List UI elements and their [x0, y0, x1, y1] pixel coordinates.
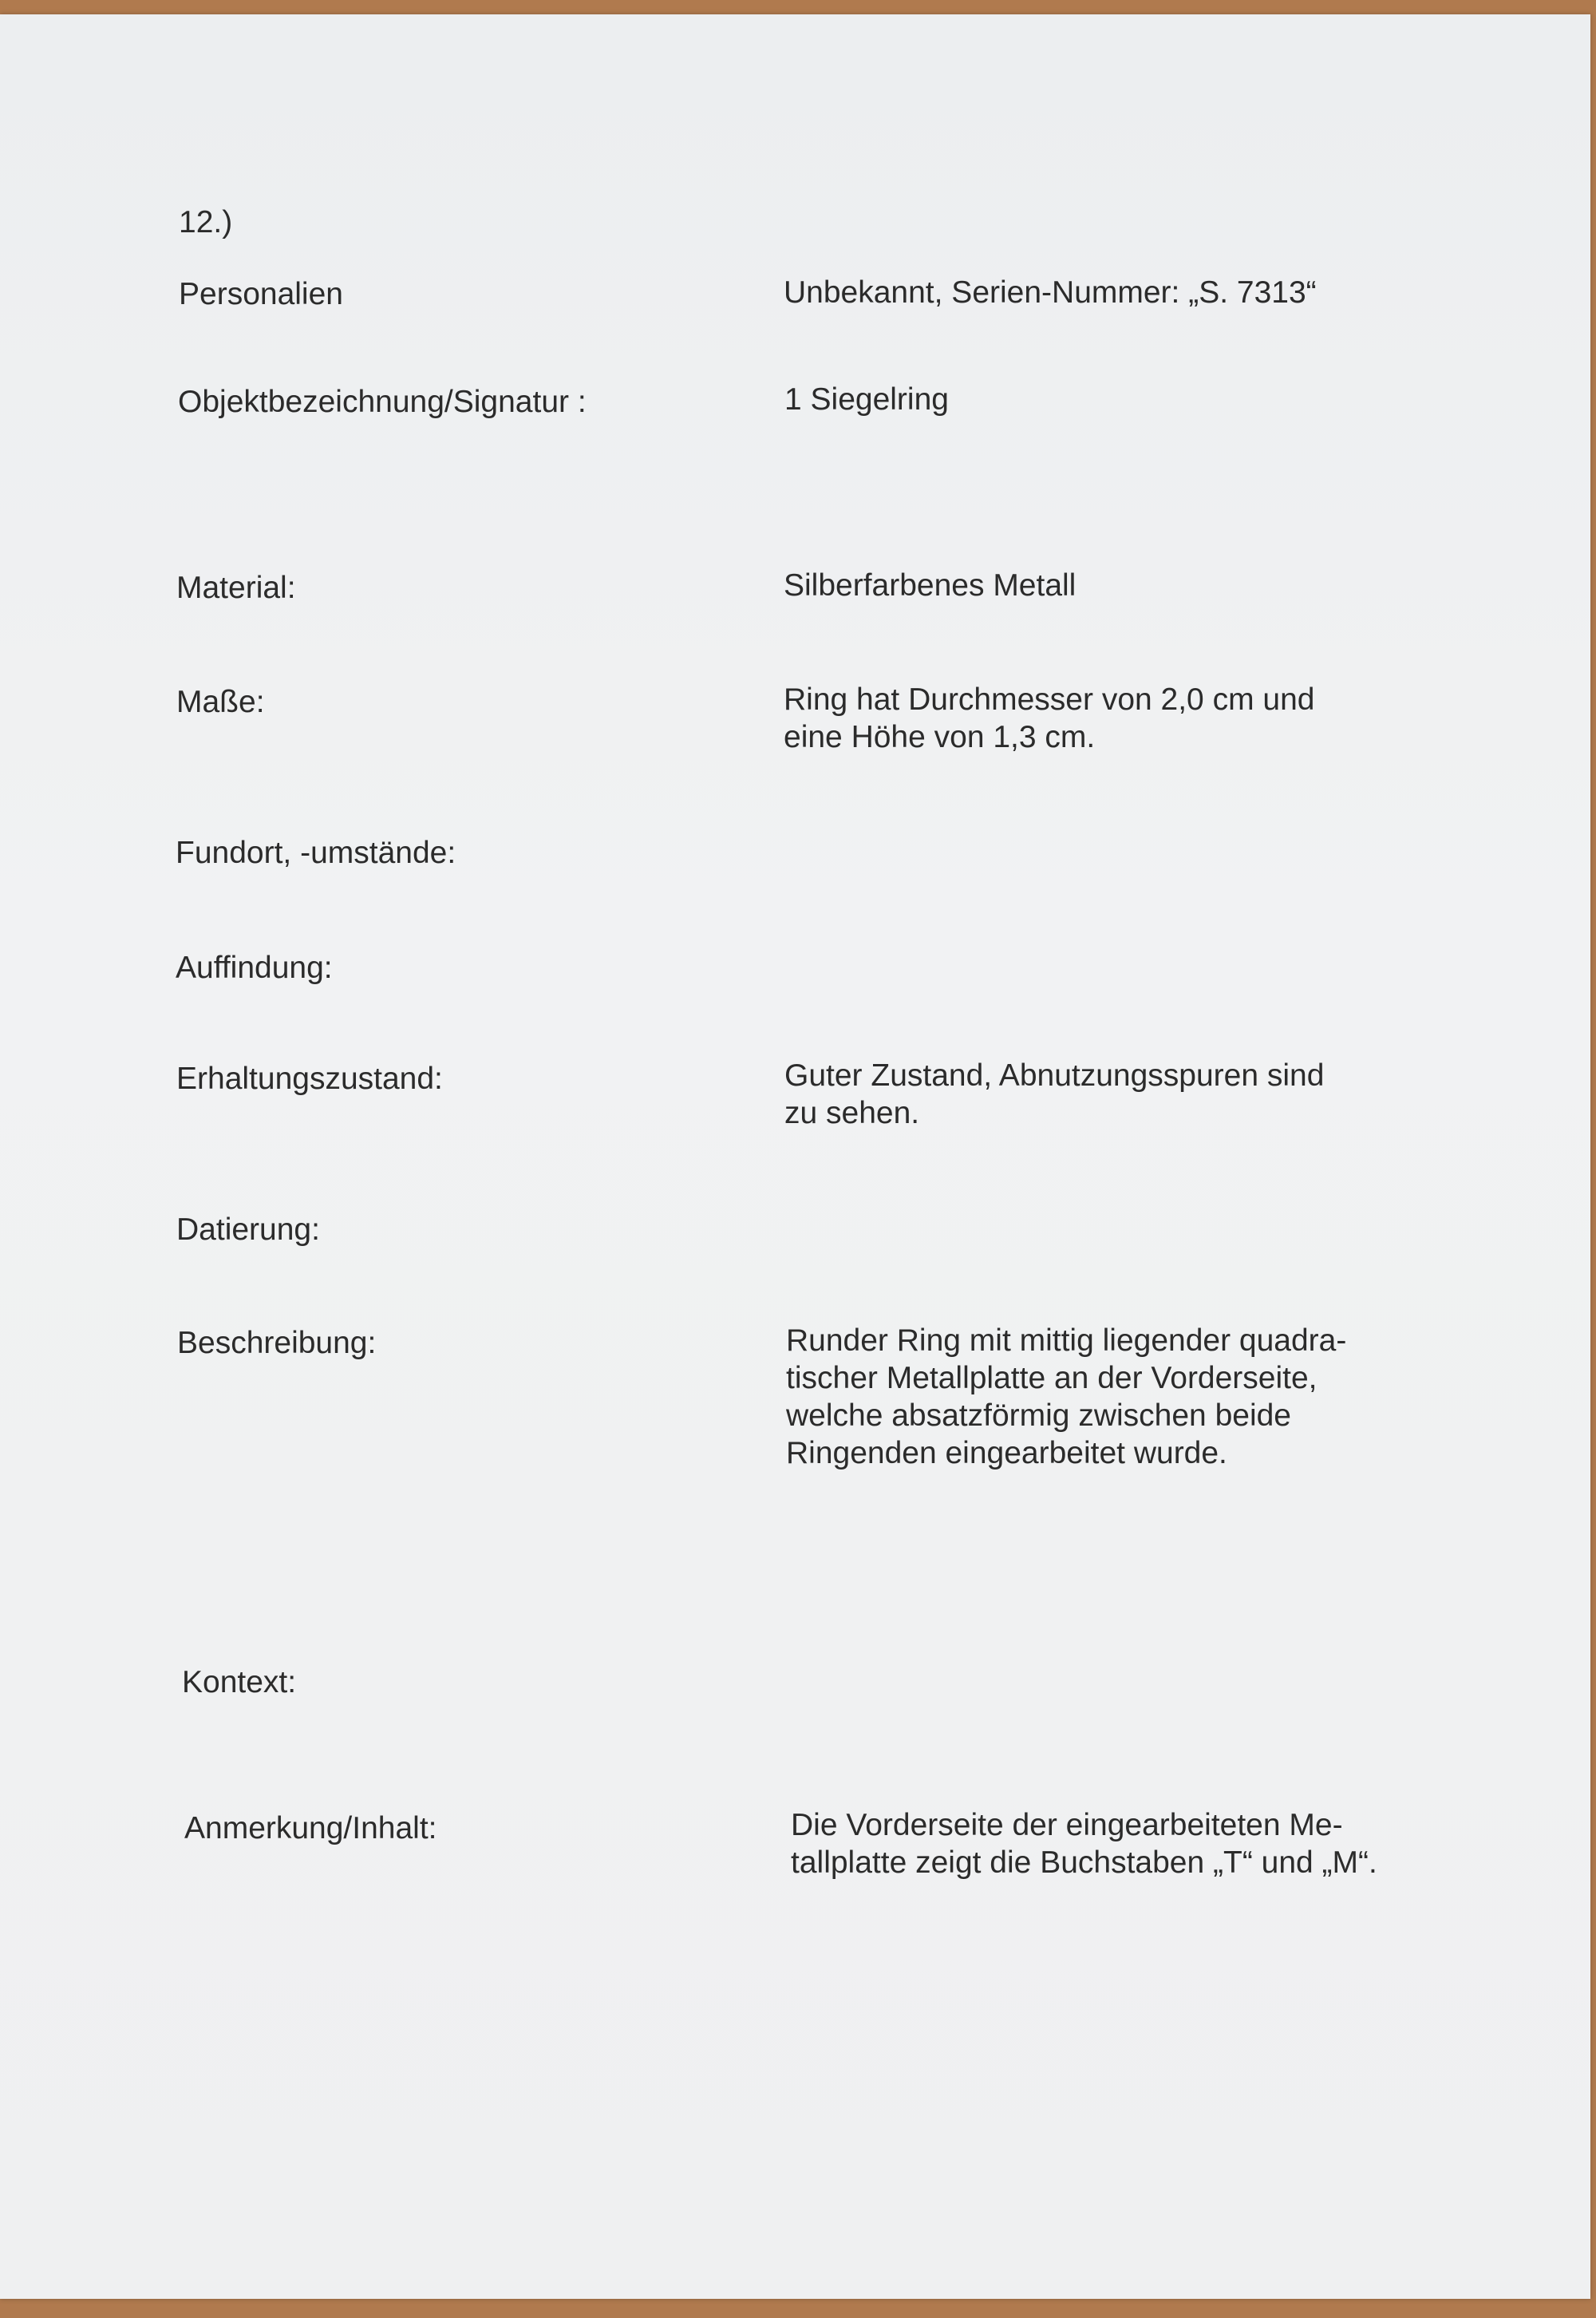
label-objektbezeichnung: Objektbezeichnung/Signatur :: [178, 385, 587, 419]
value-anmerkung: Die Vorderseite der eingearbeiteten Me- tallplatte zeigt die Buchstaben „T“ und „M“.: [791, 1808, 1377, 1880]
value-erhaltungszustand: Guter Zustand, Abnutzungsspuren sind zu sehen.: [784, 1058, 1325, 1130]
label-kontext: Kontext:: [182, 1665, 297, 1699]
label-datierung: Datierung:: [176, 1212, 320, 1247]
document-page: [0, 14, 1590, 2299]
label-auffindung: Auffindung:: [176, 951, 333, 985]
label-material: Material:: [176, 571, 296, 605]
label-anmerkung: Anmerkung/Inhalt:: [184, 1811, 437, 1845]
label-personalien: Personalien: [179, 277, 343, 311]
entry-number: 12.): [179, 205, 233, 239]
value-personalien: Unbekannt, Serien-Nummer: „S. 7313“: [784, 275, 1317, 310]
label-fundort: Fundort, -umstände:: [176, 836, 456, 870]
label-erhaltungszustand: Erhaltungszustand:: [176, 1062, 443, 1096]
value-beschreibung: Runder Ring mit mittig liegender quadra- tischer Metallplatte an der Vorderseite, welche absatzförmig zwischen beide Ringenden eingearbeitet wurde.: [786, 1323, 1347, 1470]
value-masse: Ring hat Durchmesser von 2,0 cm und eine Höhe von 1,3 cm.: [784, 682, 1315, 754]
value-material: Silberfarbenes Metall: [784, 568, 1077, 603]
label-masse: Maße:: [176, 685, 265, 719]
value-objektbezeichnung: 1 Siegelring: [784, 382, 949, 417]
label-beschreibung: Beschreibung:: [177, 1326, 377, 1360]
